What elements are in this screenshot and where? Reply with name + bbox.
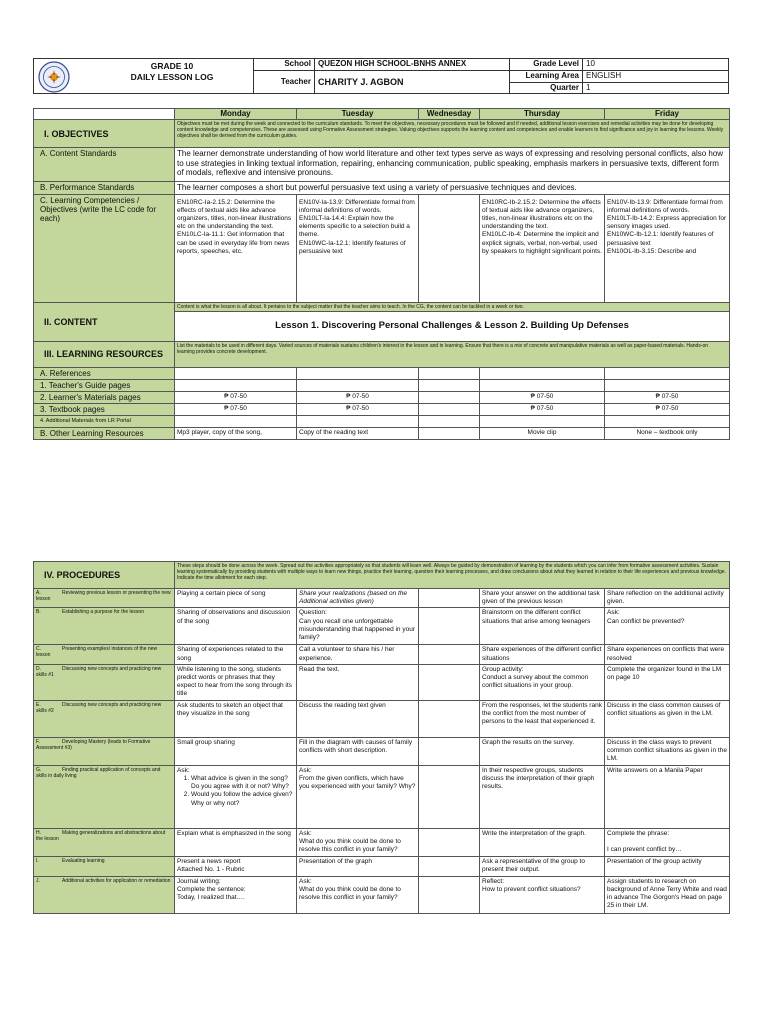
procedure-d-wednesday (419, 664, 480, 700)
quarter-label: Quarter (509, 82, 583, 94)
quarter-value: 1 (582, 82, 729, 94)
lm-pages-thursday: ₱ 07-50 (480, 391, 605, 403)
procedure-e-thursday: From the responses, let the students rank the conflict from the most number of persons to the least that experienced it. (480, 700, 605, 737)
dll-label: DAILY LESSON LOG (130, 72, 214, 82)
grade-title (92, 61, 252, 83)
resources-heading: III. LEARNING RESOURCES (34, 341, 175, 367)
day-friday: Friday (605, 109, 730, 120)
other-resources-thursday: Movie clip (480, 427, 605, 439)
lr-portal-row (34, 415, 730, 427)
grade-level-value: 10 (582, 58, 729, 71)
procedure-label-e: E. Discussing new concepts and practicing new skills #2 (34, 700, 175, 737)
learning-area-value: ENGLISH (582, 70, 729, 83)
procedure-label-b: B. Establishing a purpose for the lesson (34, 608, 175, 645)
procedure-a-wednesday (419, 589, 480, 608)
header-block (33, 58, 729, 94)
procedure-j-thursday: Reflect: How to prevent conflict situations? (480, 876, 605, 913)
procedure-label-c: C. Presenting examples/ instances of the new lesson (34, 645, 175, 664)
content-heading: II. CONTENT (34, 302, 175, 341)
procedure-i-tuesday: Presentation of the graph (297, 856, 419, 876)
competencies-row (34, 194, 730, 302)
lm-pages-friday: ₱ 07-50 (605, 391, 730, 403)
procedure-j-wednesday (419, 876, 480, 913)
resources-note: List the materials to be used in different days. Varied sources of materials sustains children's interest in the lesson and in learning. Ensure that there is a mix of concrete and manipulative materials as well as paper-based materials. Hands-on learning provides concrete development. (175, 341, 730, 367)
procedure-b-thursday: Brainstorm on the different conflict situations that arise among teenagers (480, 608, 605, 645)
performance-standards-text: The learner composes a short but powerful persuasive text using a variety of persuasive techniques and devices. (175, 182, 730, 194)
procedure-h-wednesday (419, 828, 480, 856)
procedure-c-friday: Share experiences on conflicts that were resolved (605, 645, 730, 664)
procedure-i-wednesday (419, 856, 480, 876)
procedure-row-f (34, 737, 730, 765)
other-resources-friday: None – textbook only (605, 427, 730, 439)
school-label: School (253, 58, 315, 71)
lm-pages-tuesday: ₱ 07-50 (297, 391, 419, 403)
tb-pages-monday: ₱ 07-50 (175, 403, 297, 415)
procedure-a-friday: Share reflection on the additional activity given. (605, 589, 730, 608)
lm-pages-monday: ₱ 07-50 (175, 391, 297, 403)
procedure-row-j (34, 876, 730, 913)
procedures-heading: IV. PROCEDURES (34, 562, 175, 589)
lr-portal-label: 4. Additional Materials from LR Portal (34, 415, 175, 427)
procedure-i-friday: Presentation of the group activity (605, 856, 730, 876)
procedure-h-tuesday: Ask: What do you think could be done to resolve this conflict in your family? (297, 828, 419, 856)
content-standards-text: The learner demonstrate understanding of how world literature and other text types serve as ways of expressing and resolving personal conflicts, also how to use strategies in linking textual information, repairing, enhancing communication, public speaking, emphasis markers in persuasive texts, different form of modals, reflexive and intensive pronouns. (175, 148, 730, 182)
day-tuesday: Tuesday (297, 109, 419, 120)
resources-row (34, 341, 730, 367)
objectives-note: Objectives must be met during the week and connected to the curriculum standards. To meet the objectives, necessary procedures must be followed and if needed, additional lesson exercises and remedial activities may be done for developing content knowledge and competencies. These are assessed using Formative Assessment strategies. Valuing objectives supports the learning content and competencies and enable learners to find significance and joy in learning the lessons. Weekly objectives shall be derived from the curriculum guides. (175, 120, 730, 148)
procedures-table (33, 561, 730, 914)
procedure-h-friday: Complete the phrase: I can prevent conflict by… (605, 828, 730, 856)
procedure-j-tuesday: Ask: What do you think could be done to resolve this conflict in your family? (297, 876, 419, 913)
procedure-f-monday: Small group sharing (175, 737, 297, 765)
day-wednesday: Wednesday (419, 109, 480, 120)
procedure-d-monday: While listening to the song, students predict words or phrases that they expect to hear from the song through its title (175, 664, 297, 700)
teacher-label: Teacher (253, 70, 315, 94)
procedure-h-thursday: Write the interpretation of the graph. (480, 828, 605, 856)
performance-standards-label: B. Performance Standards (34, 182, 175, 194)
day-monday: Monday (175, 109, 297, 120)
competencies-label: C. Learning Competencies / Objectives (write the LC code for each) (34, 194, 175, 302)
procedure-d-thursday: Group activity: Conduct a survey about the common conflict situations in your group. (480, 664, 605, 700)
procedure-j-monday: Journal writing: Complete the sentence: Today, I realized that…. (175, 876, 297, 913)
competencies-tuesday: EN10V-Ia-13.9: Differentiate formal from informal definitions of words. EN10LT-Ia-14.4: Explain how the elements specific to a selection build a theme. EN10WC-Ia-12.1: Identify features of persuasive text (297, 194, 419, 302)
procedure-c-tuesday: Call a volunteer to share his / her experience. (297, 645, 419, 664)
procedure-label-g: G. Finding practical application of concepts and skills in daily living (34, 765, 175, 828)
procedure-b-friday: Ask: Can conflict be prevented? (605, 608, 730, 645)
procedure-e-wednesday (419, 700, 480, 737)
tg-pages-row (34, 379, 730, 391)
procedure-row-d (34, 664, 730, 700)
procedure-j-friday: Assign students to research on background of Anne Terry White and read in advance The Gorgon's Head on page 25 in their LM. (605, 876, 730, 913)
tb-pages-friday: ₱ 07-50 (605, 403, 730, 415)
procedure-i-thursday: Ask a representative of the group to present their output. (480, 856, 605, 876)
procedure-row-b (34, 608, 730, 645)
lesson-title: Lesson 1. Discovering Personal Challenges & Lesson 2. Building Up Defenses (175, 311, 730, 341)
procedure-row-i (34, 856, 730, 876)
content-note-row (34, 302, 730, 311)
corner-cell (34, 109, 175, 120)
other-resources-monday: Mp3 player, copy of the song, (175, 427, 297, 439)
grade-label: GRADE 10 (150, 61, 194, 71)
procedure-e-friday: Discuss in the class common causes of conflict situations as given in the LM. (605, 700, 730, 737)
procedure-label-j: J. Additional activities for application or remediation (34, 876, 175, 913)
procedure-f-wednesday (419, 737, 480, 765)
tb-pages-label: 3. Textbook pages (34, 403, 175, 415)
procedure-g-monday-head: Ask: (177, 766, 190, 774)
teacher-value: CHARITY J. AGBON (314, 70, 510, 94)
procedure-e-tuesday: Discuss the reading text given (297, 700, 419, 737)
list-item: 2. Would you follow the advice given? Why or why not? (191, 791, 294, 807)
objectives-row (34, 120, 730, 148)
procedure-row-e (34, 700, 730, 737)
objectives-heading: I. OBJECTIVES (34, 120, 175, 148)
procedure-f-tuesday: Fill in the diagram with causes of family conflicts with short description. (297, 737, 419, 765)
lesson-log-table-top (33, 108, 730, 440)
procedure-row-h (34, 828, 730, 856)
procedure-label-h: H. Making generalizations and abstractions about the lesson (34, 828, 175, 856)
competencies-wednesday (419, 194, 480, 302)
lm-pages-label: 2. Learner's Materials pages (34, 391, 175, 403)
procedure-b-monday: Sharing of observations and discussion of the song (175, 608, 297, 645)
lm-pages-wednesday (419, 391, 480, 403)
procedure-a-tuesday: Share your realizations (based on the Additional activities given) (297, 589, 419, 608)
procedure-f-thursday: Graph the results on the survey. (480, 737, 605, 765)
procedure-g-wednesday (419, 765, 480, 828)
procedure-e-monday: Ask students to sketch an object that they visualize in the song (175, 700, 297, 737)
procedure-h-monday: Explain what is emphasized in the song (175, 828, 297, 856)
day-thursday: Thursday (480, 109, 605, 120)
learning-area-label: Learning Area (509, 70, 583, 83)
procedures-header-row (34, 562, 730, 589)
procedure-label-a: A. Reviewing previous lesson or presenting the new lesson (34, 589, 175, 608)
procedure-a-monday: Playing a certain piece of song (175, 589, 297, 608)
procedure-c-monday: Sharing of experiences related to the song (175, 645, 297, 664)
procedure-b-tuesday: Question: Can you recall one unforgettable misunderstanding that happened in your family? (297, 608, 419, 645)
procedure-row-g (34, 765, 730, 828)
procedure-d-tuesday: Read the text. (297, 664, 419, 700)
tb-pages-wednesday (419, 403, 480, 415)
procedure-label-d: D. Discussing new concepts and practicing new skills #1 (34, 664, 175, 700)
tb-pages-thursday: ₱ 07-50 (480, 403, 605, 415)
references-row (34, 367, 730, 379)
procedure-f-friday: Discuss in the class ways to prevent common conflict situations as given in the LM. (605, 737, 730, 765)
procedure-g-tuesday: Ask: From the given conflicts, which have you experienced with your family? Why? (297, 765, 419, 828)
procedure-label-f: F. Developing Mastery (leads to Formative Assessment #3) (34, 737, 175, 765)
procedure-g-friday: Write answers on a Manila Paper (605, 765, 730, 828)
tb-pages-row (34, 403, 730, 415)
procedure-g-monday (175, 765, 297, 828)
grade-level-label: Grade Level (509, 58, 583, 71)
day-header-row (34, 109, 730, 120)
content-note: Content is what the lesson is all about. It pertains to the subject matter that the teacher aims to teach. In the CG, the content can be tackled in a week or two. (175, 302, 730, 311)
procedures-note: These steps should be done across the week. Spread out the activities appropriately so that students will learn well. Always be guided by demonstration of learning by the students which you can infer from formative assessment activities. Sustain learning systematically by providing students with multiple ways to learn new things, practice their learning, question their learning processes, and draw conclusions about what they learned in relation to their life experiences and previous knowledge. Indicate the time allotment for each step. (175, 562, 730, 589)
performance-standards-row (34, 182, 730, 194)
school-value: QUEZON HIGH SCHOOL-BNHS ANNEX (314, 58, 510, 71)
deped-seal-icon (38, 61, 70, 93)
content-standards-row (34, 148, 730, 182)
other-resources-tuesday: Copy of the reading text (297, 427, 419, 439)
other-resources-label: B. Other Learning Resources (34, 427, 175, 439)
references-label: A. References (34, 367, 175, 379)
procedure-d-friday: Complete the organizer found in the LM on page 10 (605, 664, 730, 700)
procedure-row-c (34, 645, 730, 664)
procedure-row-a (34, 589, 730, 608)
other-resources-wednesday (419, 427, 480, 439)
tb-pages-tuesday: ₱ 07-50 (297, 403, 419, 415)
procedure-b-wednesday (419, 608, 480, 645)
competencies-friday: EN10V-Ib-13.9: Differentiate formal from informal definitions of words. EN10LT-Ib-14.2: Express appreciation for sensory images used. EN10WC-Ib-12.1: Identify features of persuasive text EN10OL-Ib-3.15: Describe and (605, 194, 730, 302)
procedure-g-thursday: In their respective groups, students discuss the interpretation of their graph results. (480, 765, 605, 828)
tg-pages-label: 1. Teacher's Guide pages (34, 379, 175, 391)
procedure-i-monday: Present a news report Attached No. 1 - Rubric (175, 856, 297, 876)
procedure-g-monday-list (191, 775, 294, 808)
procedure-a-thursday: Share your answer on the additional task given of the previous lesson (480, 589, 605, 608)
procedure-c-thursday: Share experiences of the different conflict situations (480, 645, 605, 664)
lm-pages-row (34, 391, 730, 403)
procedure-label-i: I. Evaluating learning (34, 856, 175, 876)
competencies-monday: EN10RC-Ia-2.15.2: Determine the effects of textual aids like advance organizers, titles, non-linear illustrations etc on the understanding the text. EN10LC-Ia-11.1: Get information that can be used in everyday life from news reports, speeches, etc. (175, 194, 297, 302)
competencies-thursday: EN10RC-Ib-2.15.2: Determine the effects of textual aids like advance organizers, titles, non-linear illustrations etc on the understanding the text. EN10LC-Ib-4: Determine the implicit and explicit signals, verbal, non-verbal, used by speakers to highlight significant points. (480, 194, 605, 302)
content-standards-label: A. Content Standards (34, 148, 175, 182)
list-item: 1. What advice is given in the song? Do you agree with it or not? Why? (191, 775, 294, 791)
other-resources-row (34, 427, 730, 439)
procedure-c-wednesday (419, 645, 480, 664)
